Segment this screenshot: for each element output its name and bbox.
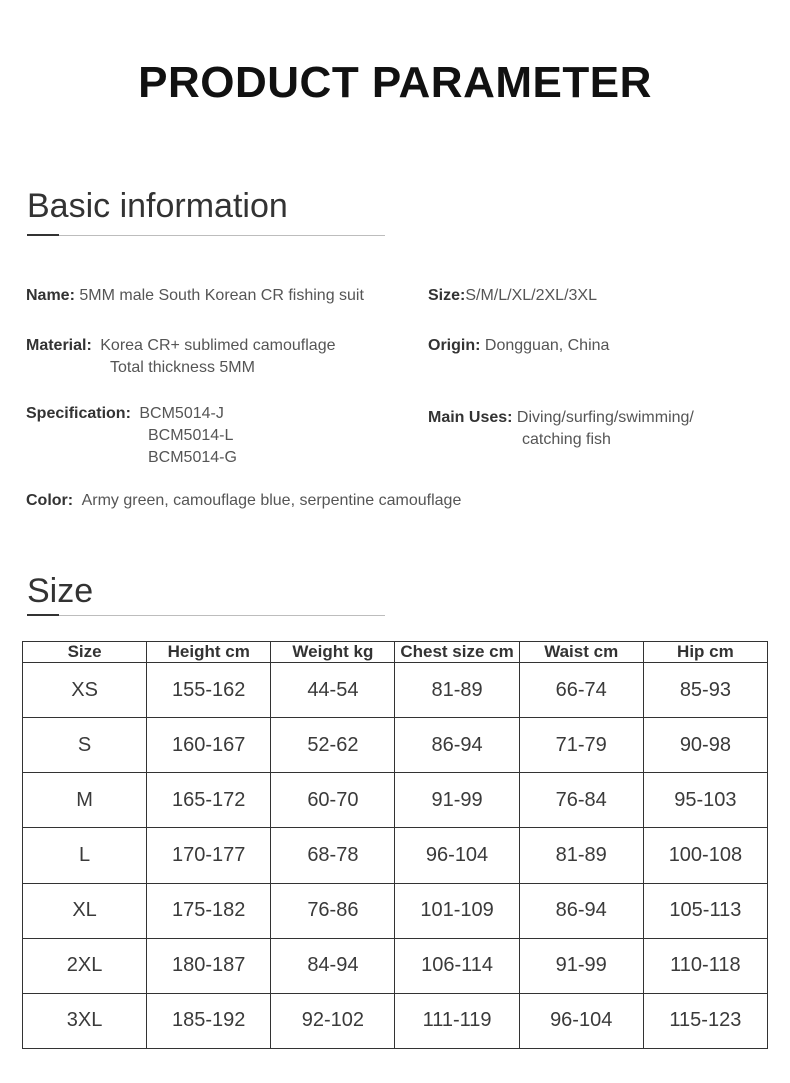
main-uses-value-line2: catching fish — [522, 431, 611, 448]
material-value-line2: Total thickness 5MM — [110, 359, 255, 376]
size-label: Size: — [428, 287, 466, 304]
specification-value: BCM5014-G — [148, 449, 237, 466]
column-header: Waist cm — [519, 642, 643, 663]
basic-info-heading: Basic information — [27, 187, 288, 225]
column-header: Hip cm — [643, 642, 767, 663]
table-cell: 110-118 — [643, 938, 767, 993]
table-cell: 2XL — [23, 938, 147, 993]
column-header: Height cm — [147, 642, 271, 663]
page-title: PRODUCT PARAMETER — [138, 58, 652, 107]
table-cell: XL — [23, 883, 147, 938]
specification-label: Specification: — [26, 405, 131, 422]
table-cell: 86-94 — [395, 718, 519, 773]
table-cell: 81-89 — [519, 828, 643, 883]
table-row — [23, 718, 768, 773]
table-cell: 96-104 — [519, 993, 643, 1048]
divider-accent — [27, 614, 59, 616]
table-cell: 91-99 — [519, 938, 643, 993]
table-cell: 92-102 — [271, 993, 395, 1048]
table-cell: 68-78 — [271, 828, 395, 883]
table-cell: 3XL — [23, 993, 147, 1048]
table-cell: 170-177 — [147, 828, 271, 883]
size-value: S/M/L/XL/2XL/3XL — [465, 287, 597, 304]
table-cell: 76-86 — [271, 883, 395, 938]
table-cell: 85-93 — [643, 663, 767, 718]
table-cell: 100-108 — [643, 828, 767, 883]
column-header: Chest size cm — [395, 642, 519, 663]
table-cell: 90-98 — [643, 718, 767, 773]
table-cell: 60-70 — [271, 773, 395, 828]
material-value: Korea CR+ sublimed camouflage — [100, 337, 336, 354]
table-cell: 160-167 — [147, 718, 271, 773]
basic-info-divider — [27, 235, 385, 236]
column-header: Weight kg — [271, 642, 395, 663]
table-cell: 180-187 — [147, 938, 271, 993]
table-row — [23, 663, 768, 718]
size-chart-table — [22, 641, 768, 1049]
table-cell: M — [23, 773, 147, 828]
table-cell: 76-84 — [519, 773, 643, 828]
table-row — [23, 883, 768, 938]
origin-value: Dongguan, China — [484, 337, 610, 354]
size-heading: Size — [27, 572, 94, 610]
table-row — [23, 938, 768, 993]
main-uses-field — [428, 407, 694, 429]
table-cell: L — [23, 828, 147, 883]
table-cell: 84-94 — [271, 938, 395, 993]
table-cell: 115-123 — [643, 993, 767, 1048]
table-cell: 91-99 — [395, 773, 519, 828]
table-header-row — [23, 642, 768, 663]
table-cell: XS — [23, 663, 147, 718]
table-cell: 96-104 — [395, 828, 519, 883]
table-cell: 155-162 — [147, 663, 271, 718]
table-cell: S — [23, 718, 147, 773]
table-cell: 105-113 — [643, 883, 767, 938]
table-row — [23, 828, 768, 883]
divider-accent — [27, 234, 59, 236]
column-header: Size — [23, 642, 147, 663]
color-value: Army green, camouflage blue, serpentine camouflage — [81, 492, 462, 509]
origin-label: Origin: — [428, 337, 481, 354]
color-label: Color: — [26, 492, 74, 509]
table-cell: 175-182 — [147, 883, 271, 938]
main-uses-value: Diving/surfing/swimming/ — [516, 409, 694, 426]
name-label: Name: — [26, 287, 75, 304]
specification-value: BCM5014-L — [148, 427, 234, 444]
table-cell: 71-79 — [519, 718, 643, 773]
table-cell: 44-54 — [271, 663, 395, 718]
material-field — [26, 335, 335, 357]
size-field — [428, 285, 597, 307]
size-divider — [27, 615, 385, 616]
table-row — [23, 993, 768, 1048]
table-row — [23, 773, 768, 828]
main-uses-label: Main Uses: — [428, 409, 513, 426]
table-cell: 52-62 — [271, 718, 395, 773]
table-cell: 165-172 — [147, 773, 271, 828]
table-cell: 86-94 — [519, 883, 643, 938]
table-cell: 81-89 — [395, 663, 519, 718]
name-value: 5MM male South Korean CR fishing suit — [79, 287, 364, 304]
table-cell: 185-192 — [147, 993, 271, 1048]
table-cell: 66-74 — [519, 663, 643, 718]
color-field — [26, 490, 461, 512]
specification-value: BCM5014-J — [139, 405, 224, 422]
specification-field — [26, 403, 224, 425]
table-cell: 95-103 — [643, 773, 767, 828]
table-cell: 101-109 — [395, 883, 519, 938]
material-label: Material: — [26, 337, 92, 354]
table-cell: 111-119 — [395, 993, 519, 1048]
name-field — [26, 285, 364, 307]
table-cell: 106-114 — [395, 938, 519, 993]
origin-field — [428, 335, 609, 357]
